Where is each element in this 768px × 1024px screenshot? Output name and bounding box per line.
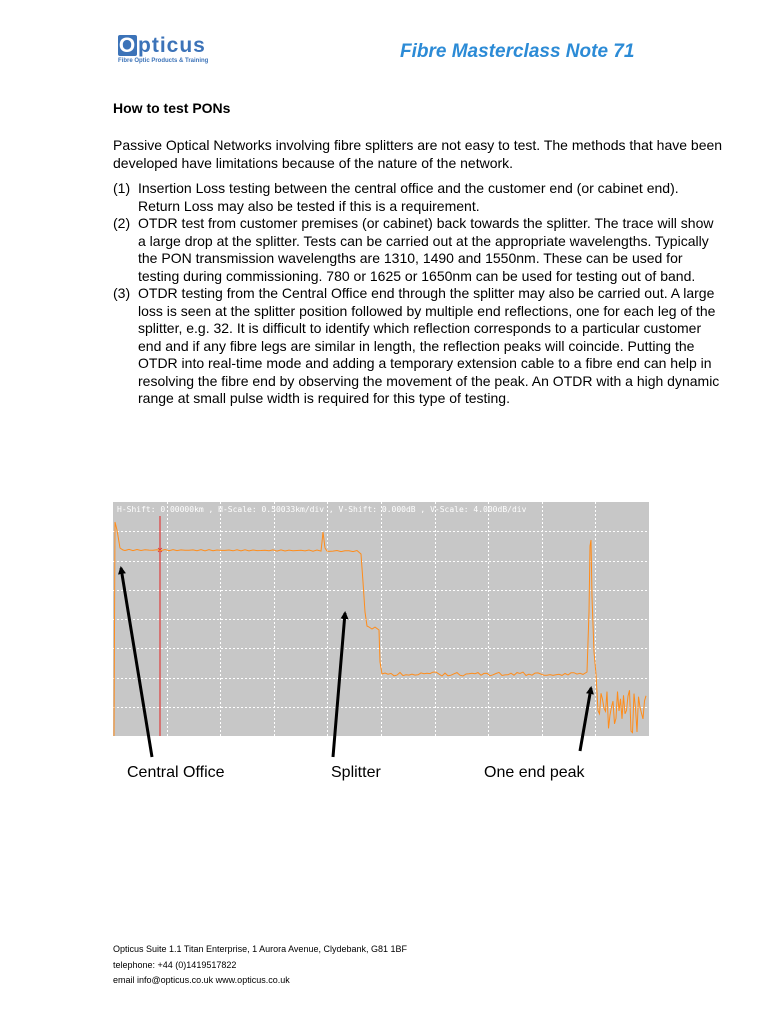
splitter-label: Splitter [331, 764, 381, 781]
otdr-trace-svg [113, 502, 649, 736]
logo-tagline: Fibre Optic Products & Training [118, 58, 209, 64]
logo-initial: O [118, 34, 137, 57]
intro-paragraph: Passive Optical Networks involving fibre splitters are not easy to test. The methods that have been developed have limitations because of the nature of the network. [113, 137, 723, 171]
section-heading: How to test PONs [113, 100, 231, 116]
page-footer [113, 942, 407, 989]
footer-telephone: telephone: +44 (0)1419517822 [113, 959, 237, 970]
list-number: (3) [113, 285, 131, 301]
footer-email: email info@opticus.co.uk www.opticus.co.uk [113, 975, 290, 985]
list-item [113, 285, 723, 408]
otdr-trace-screenshot [113, 502, 649, 736]
list-item [113, 215, 723, 285]
list-text: OTDR test from customer premises (or cabinet) back towards the splitter. The trace will show a large drop at the splitter. Tests can be carried out at the appropriate wavelengths. Typically the PON transmission wavelengths are 1310, 1490 and 1550nm. These can be used for testing during commissioning. 780 or 1625 or 1650nm can be used for testing out of band. [138, 215, 714, 284]
logo-wordmark [118, 34, 206, 58]
list-item [113, 180, 723, 215]
central-office-label: Central Office [127, 764, 225, 781]
document-title: Fibre Masterclass Note 71 [400, 41, 635, 62]
list-number: (1) [113, 180, 131, 196]
otdr-status-line: H-Shift: 0.00000km , H-Scale: 0.50033km/div , V-Shift: 0.000dB , V-Scale: 4.000dB/div [117, 505, 527, 514]
test-methods-list [113, 180, 723, 408]
list-number: (2) [113, 215, 131, 231]
list-text: OTDR testing from the Central Office end through the splitter may also be carried out. A large loss is seen at the splitter position followed by multiple end reflections, one for each leg of the splitter, e.g. 32. It is difficult to identify which reflection corresponds to a particular customer end and if any fibre legs are similar in length, the reflection peaks will coincide. Putting the OTDR into real-time mode and adding a temporary extension cable to a fibre end can help in resolving the fibre end by observing the movement of the peak. An OTDR with a high dynamic range at small pulse width is required for this type of testing. [138, 285, 720, 406]
opticus-logo [118, 34, 238, 68]
end-peak-label: One end peak [484, 764, 585, 781]
footer-address: Opticus Suite 1.1 Titan Enterprise, 1 Aurora Avenue, Clydebank, G81 1BF [113, 944, 408, 954]
logo-rest: pticus [138, 34, 206, 57]
list-text: Insertion Loss testing between the central office and the customer end (or cabinet end). Return Loss may also be tested if this is a requirement. [138, 180, 679, 214]
otdr-cursor-marker: × [156, 545, 164, 555]
